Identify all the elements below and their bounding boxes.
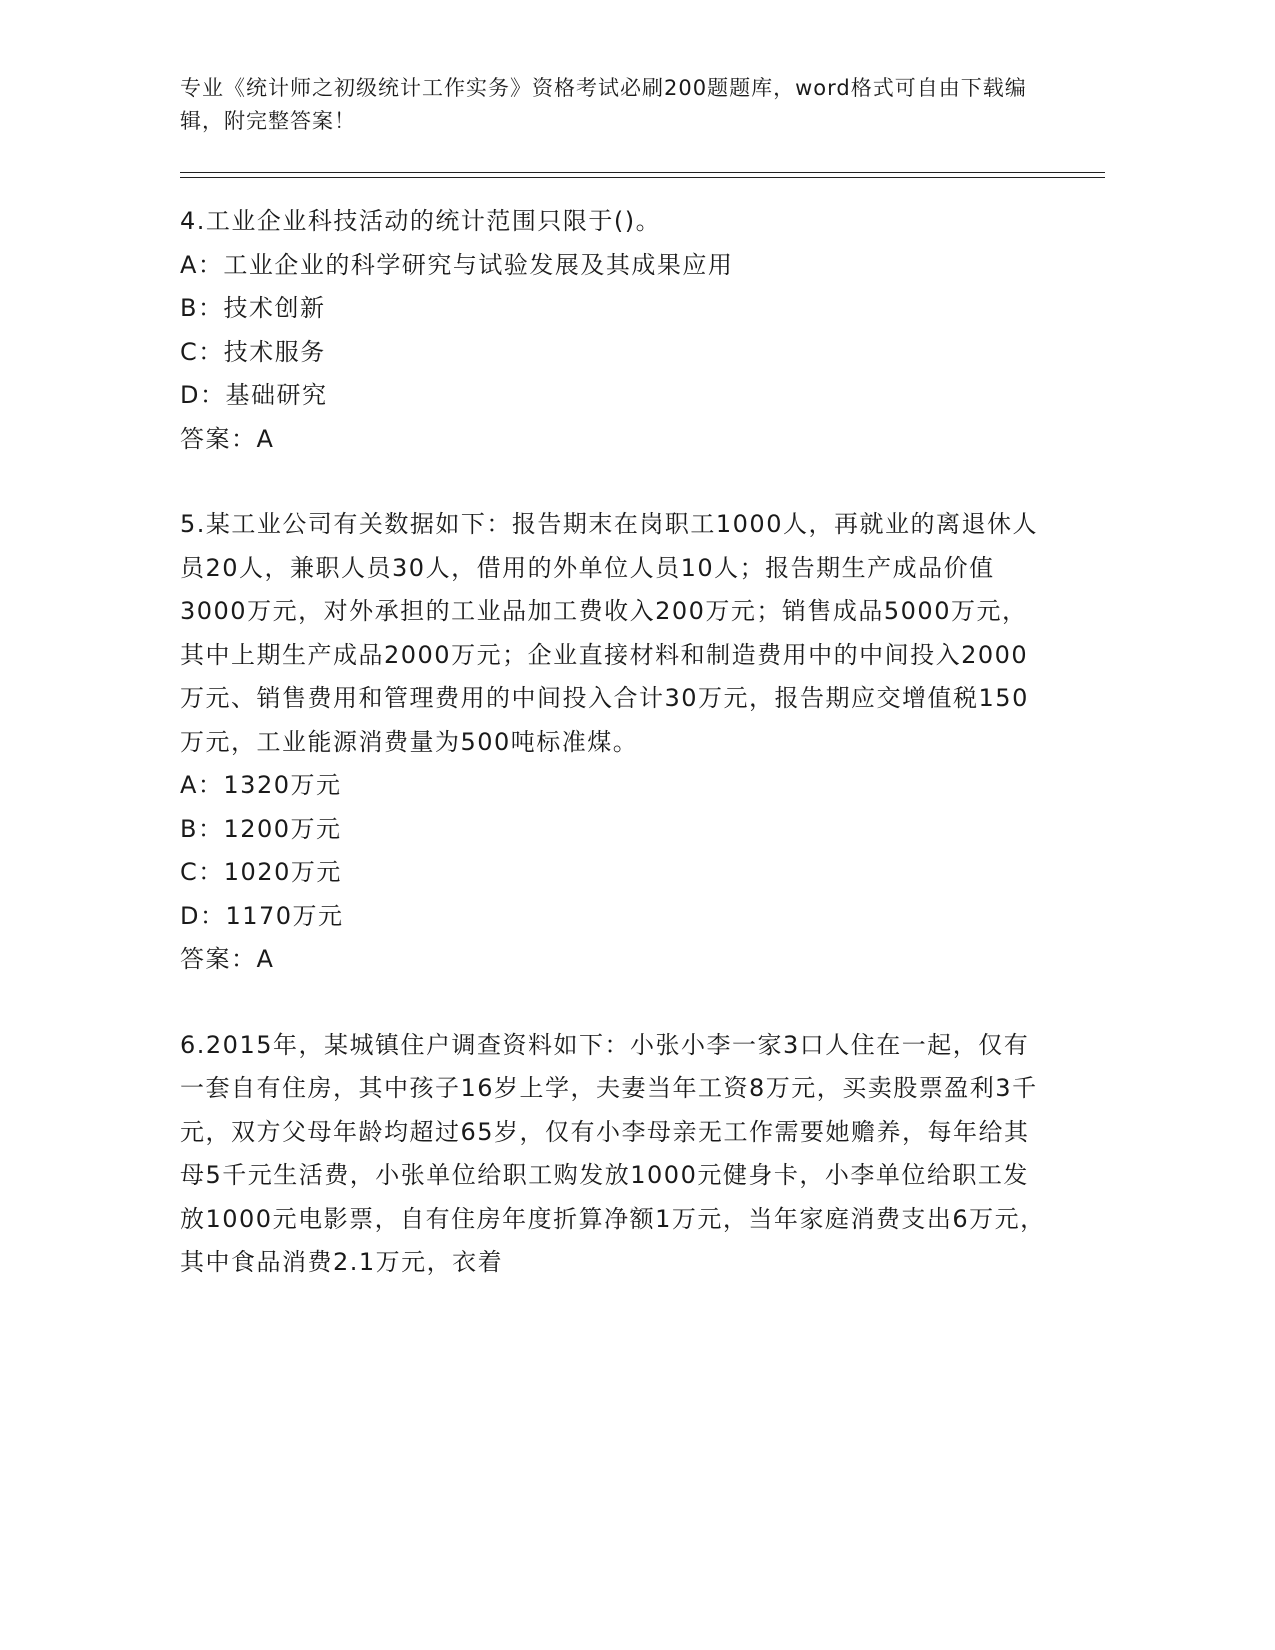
option-c: C：技术服务 — [180, 337, 326, 366]
header-divider-bottom — [180, 177, 1105, 178]
option-c: C：1020万元 — [180, 858, 342, 886]
option-a: A：1320万元 — [180, 771, 342, 799]
document-header: 专业《统计师之初级统计工作实务》资格考试必刷200题题库，word格式可自由下载编辑，附完整答案！ — [180, 76, 1027, 133]
question-list — [180, 200, 1050, 1327]
question-5 — [180, 503, 1050, 982]
option-b: B：1200万元 — [180, 814, 342, 843]
answer-line: 答案：A — [180, 424, 275, 453]
question-stem: 5.某工业公司有关数据如下：报告期末在岗职工1000人，再就业的离退休人员20人，兼职人员30人，借用的外单位人员10人；报告期生产成品价值3000万元，对外承担的工业品加工费收入200万元；销售成品5000万元，其中上期生产成品2000万元；企业直接材料和制造费用中的中间投入2000万元、销售费用和管理费用的中间投入合计30万元，报告期应交增值税150万元，工业能源消费量为500吨标准煤。 — [180, 510, 1038, 756]
question-4 — [180, 200, 1050, 461]
option-d: D：1170万元 — [180, 901, 344, 930]
option-a: A：工业企业的科学研究与试验发展及其成果应用 — [180, 250, 734, 279]
answer-line: 答案：A — [180, 945, 275, 973]
question-stem: 6.2015年，某城镇住户调查资料如下：小张小李一家3口人住在一起，仅有一套自有住房，其中孩子16岁上学，夫妻当年工资8万元，买卖股票盈利3千元，双方父母年龄均超过65岁，仅有小李母亲无工作需要她赡养，每年给其母5千元生活费，小张单位给职工购发放1000元健身卡，小李单位给职工发放1000元电影票，自有住房年度折算净额1万元，当年家庭消费支出6万元，其中食品消费2.1万元，衣着 — [180, 1030, 1046, 1276]
option-b: B：技术创新 — [180, 294, 326, 322]
option-d: D：基础研究 — [180, 381, 328, 409]
question-stem: 4.工业企业科技活动的统计范围只限于()。 — [180, 207, 662, 235]
question-6 — [180, 1024, 1050, 1285]
header-divider-top — [180, 172, 1105, 173]
